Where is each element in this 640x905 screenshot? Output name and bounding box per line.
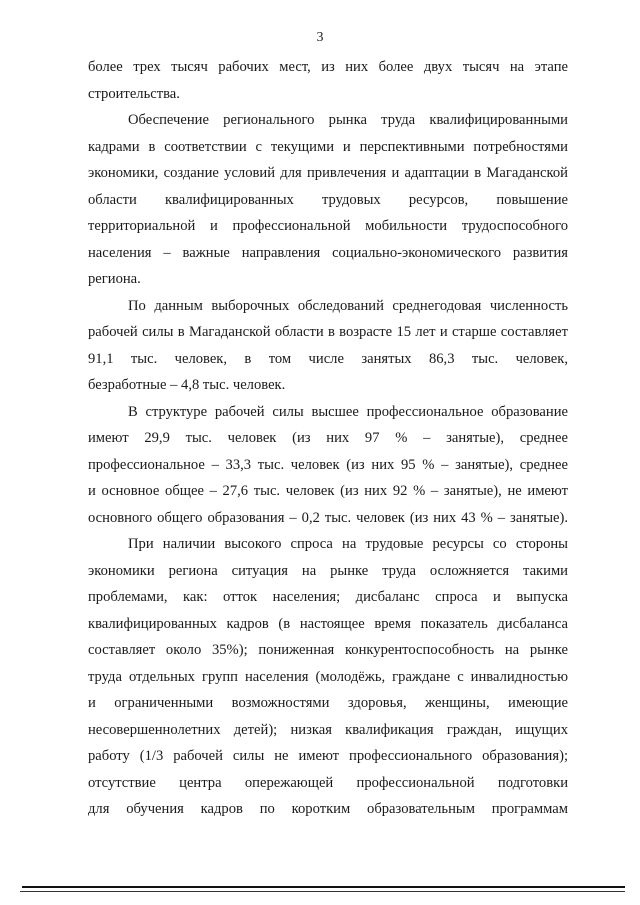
paragraph xyxy=(88,531,568,823)
text-line: имеют 29,9 тыс. человек (из них 97 % – занятые), среднее xyxy=(88,430,568,446)
paragraph xyxy=(88,293,568,399)
text-line: работу (1/3 рабочей силы не имеют профессионального образования); xyxy=(88,748,568,764)
document-body xyxy=(88,54,568,823)
text-line: региона. xyxy=(88,271,141,287)
text-line: составляет около 35%); пониженная конкурентоспособность на рынке xyxy=(88,642,568,658)
text-line: труда отдельных групп населения (молодёжь, граждане с инвалидностью xyxy=(88,668,568,685)
text-line: населения – важные направления социально-экономического развития xyxy=(88,244,568,261)
paragraph xyxy=(88,54,568,107)
page-number: 3 xyxy=(316,30,324,45)
scan-edge-line xyxy=(20,891,625,892)
text-line: При наличии высокого спроса на трудовые ресурсы со стороны xyxy=(128,536,568,552)
text-line: основного общего образования – 0,2 тыс. человек (из них 43 % – занятые). xyxy=(88,509,568,526)
text-line: строительства. xyxy=(88,85,180,102)
text-line: области квалифицированных трудовых ресурсов, повышение xyxy=(88,191,568,208)
text-line: проблемами, как: отток населения; дисбаланс спроса и выпуска xyxy=(88,589,568,605)
text-line: Обеспечение регионального рынка труда квалифицированными xyxy=(128,112,568,128)
text-line: и основное общее – 27,6 тыс. человек (из них 92 % – занятые), не имеют xyxy=(88,483,568,499)
text-line: кадрами в соответствии с текущими и перспективными потребностями xyxy=(88,138,568,155)
text-line: профессиональное – 33,3 тыс. человек (из них 95 % – занятые), среднее xyxy=(88,456,568,473)
text-line: экономики, создание условий для привлечения и адаптации в Магаданской xyxy=(88,165,568,181)
text-line: безработные – 4,8 тыс. человек. xyxy=(88,377,286,393)
text-line: экономики региона ситуация на рынке труда осложняется такими xyxy=(88,562,568,579)
text-line: По данным выборочных обследований среднегодовая численность xyxy=(128,297,568,314)
paragraph xyxy=(88,399,568,532)
text-line: отсутствие центра опережающей профессиональной подготовки xyxy=(88,774,568,791)
text-line: территориальной и профессиональной мобильности трудоспособного xyxy=(88,218,568,234)
text-line: более трех тысяч рабочих мест, из них более двух тысяч на этапе xyxy=(88,59,568,75)
paragraph xyxy=(88,107,568,293)
scan-edge-line xyxy=(22,886,625,888)
text-line: и ограниченными возможностями здоровья, женщины, имеющие xyxy=(88,695,568,711)
text-line: несовершеннолетних детей); низкая квалификация граждан, ищущих xyxy=(88,721,568,738)
text-line: для обучения кадров по коротким образовательным программам xyxy=(88,801,568,817)
text-line: В структуре рабочей силы высшее профессиональное образование xyxy=(128,403,568,420)
text-line: 91,1 тыс. человек, в том числе занятых 86,3 тыс. человек, xyxy=(88,350,568,367)
text-line: рабочей силы в Магаданской области в возрасте 15 лет и старше составляет xyxy=(88,324,568,340)
text-line: квалифицированных кадров (в настоящее время показатель дисбаланса xyxy=(88,615,568,632)
